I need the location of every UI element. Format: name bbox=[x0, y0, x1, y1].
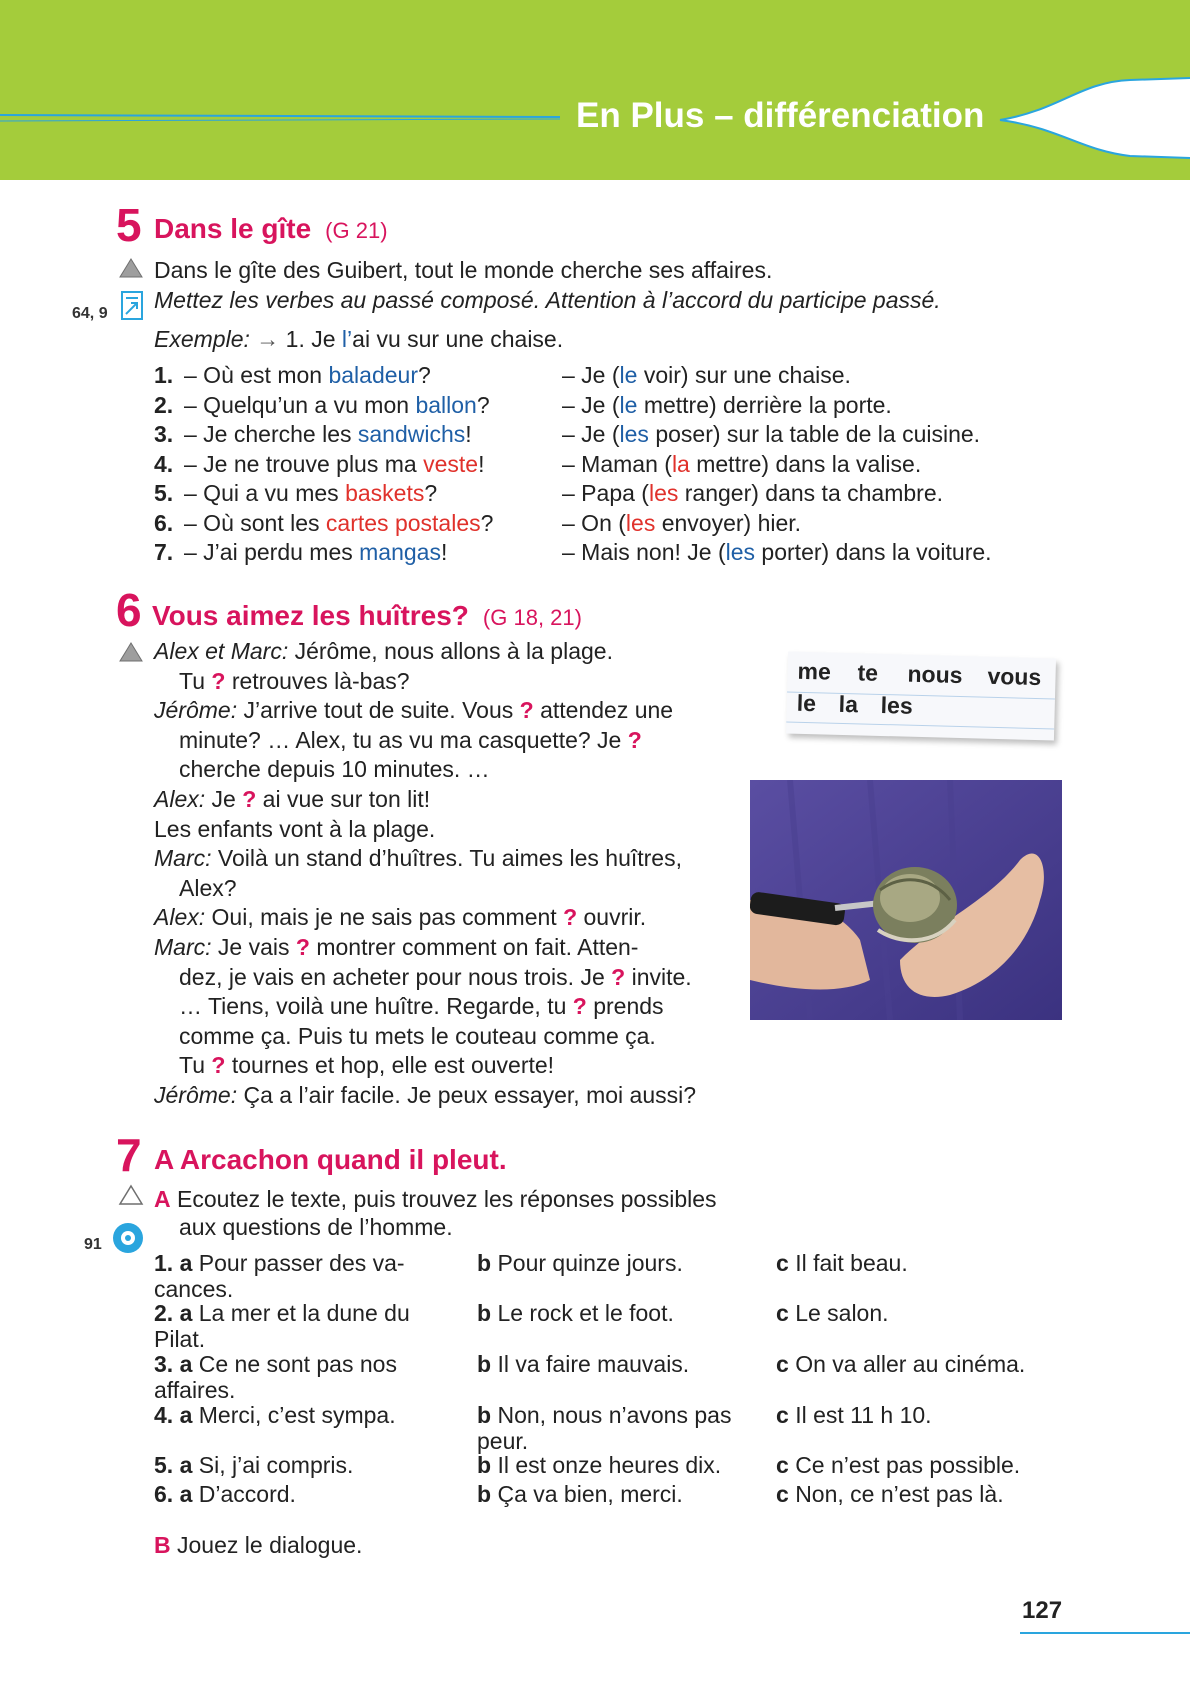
object-highlight: cartes postales bbox=[325, 509, 481, 536]
blank-question-mark: ? bbox=[572, 993, 587, 1020]
speaker-name: Marc: bbox=[154, 845, 212, 872]
dialogue-line bbox=[154, 933, 638, 961]
dialogue-text: Jérôme, nous allons à la plage. bbox=[288, 638, 613, 664]
page-section-title: En Plus – différenciation bbox=[576, 96, 985, 135]
answer-option-a bbox=[154, 1402, 396, 1428]
option-text: Le salon. bbox=[795, 1300, 889, 1326]
option-letter: c bbox=[776, 1402, 789, 1428]
exercise-5-answer bbox=[562, 479, 943, 507]
dialogue-line bbox=[179, 667, 410, 695]
dialogue-line bbox=[179, 1051, 554, 1079]
option-text: Ce ne sont pas nos bbox=[198, 1351, 397, 1377]
option-letter: b bbox=[477, 1402, 492, 1428]
exercise-7-part-a bbox=[154, 1185, 717, 1213]
word-box-item: la bbox=[838, 690, 859, 718]
speaker-name: Alex: bbox=[154, 904, 206, 931]
answer-text-end: envoyer) hier. bbox=[655, 509, 802, 536]
answer-option-b bbox=[477, 1481, 683, 1507]
difficulty-triangle-icon bbox=[118, 257, 144, 279]
word-box-item: vous bbox=[987, 662, 1042, 691]
option-letter: a bbox=[179, 1481, 193, 1507]
option-text-continued: peur. bbox=[477, 1428, 529, 1454]
difficulty-triangle-outline-icon bbox=[118, 1184, 144, 1206]
exercise-5-answer bbox=[562, 450, 921, 478]
exercise-5-answer bbox=[562, 361, 851, 389]
option-text: Il est 11 h 10. bbox=[795, 1402, 932, 1428]
item-number: 1. bbox=[154, 362, 174, 388]
answer-text-end: mettre) derrière la porte. bbox=[637, 391, 892, 418]
question-text: – Où est mon bbox=[184, 362, 329, 388]
option-text: D’accord. bbox=[198, 1481, 296, 1507]
exercise-6-grammar-ref: (G 18, 21) bbox=[482, 605, 582, 630]
dialogue-text-end: ouvrir. bbox=[577, 904, 647, 931]
option-text: Non, nous n’avons pas bbox=[497, 1402, 732, 1428]
exercise-6-title bbox=[152, 600, 582, 632]
answer-option-c bbox=[776, 1300, 889, 1326]
option-letter: a bbox=[179, 1452, 193, 1478]
item-number: 7. bbox=[154, 539, 174, 565]
option-letter: a bbox=[179, 1250, 193, 1276]
exercise-5-title bbox=[154, 213, 388, 245]
example-label: Exemple: bbox=[154, 326, 250, 352]
part-a-instruction-2: aux questions de l’homme. bbox=[179, 1214, 453, 1240]
question-text: – Je cherche les bbox=[184, 421, 358, 447]
item-number: 3. bbox=[154, 421, 174, 447]
dialogue-line bbox=[154, 844, 682, 872]
dialogue-line bbox=[179, 963, 692, 991]
option-letter: a bbox=[179, 1402, 193, 1428]
answer-option-a bbox=[154, 1452, 353, 1478]
answer-text: – Je ( bbox=[562, 421, 620, 447]
option-text: Il est onze heures dix. bbox=[497, 1452, 722, 1478]
dialogue-text: Je vais bbox=[211, 934, 296, 960]
answer-text: – Papa ( bbox=[562, 480, 649, 506]
dialogue-text: cherche depuis 10 minutes. … bbox=[179, 756, 490, 783]
page-number: 127 bbox=[1022, 1597, 1063, 1624]
option-text: Il va faire mauvais. bbox=[497, 1351, 690, 1377]
audio-track-ref: 91 bbox=[84, 1236, 102, 1253]
header-bar bbox=[0, 0, 1190, 180]
dialogue-text: Oui, mais je ne sais pas comment bbox=[205, 904, 564, 931]
speaker-name: Marc: bbox=[154, 934, 212, 960]
question-punct: ! bbox=[440, 539, 448, 565]
option-letter: b bbox=[477, 1351, 492, 1377]
option-text: Le rock et le foot. bbox=[497, 1300, 674, 1326]
word-box-item: te bbox=[857, 659, 879, 686]
answer-text: – Mais non! Je ( bbox=[562, 539, 726, 565]
exercise-5-question bbox=[154, 361, 431, 389]
question-punct: ? bbox=[424, 480, 438, 506]
dialogue-line bbox=[154, 785, 430, 813]
oyster-photo bbox=[750, 780, 1062, 1020]
answer-text: – On ( bbox=[562, 509, 626, 536]
workbook-reference-icon bbox=[119, 290, 145, 322]
pronoun-highlight: la bbox=[671, 450, 690, 477]
dialogue-text: Tu bbox=[179, 667, 212, 694]
answer-option-a bbox=[154, 1351, 397, 1403]
arrow-icon: → bbox=[256, 326, 280, 352]
dialogue-line bbox=[154, 637, 613, 665]
speaker-name: Alex et Marc: bbox=[154, 638, 289, 664]
example-highlight: l’ bbox=[341, 326, 353, 352]
word-box-item: me bbox=[797, 657, 832, 685]
exercise-5-question bbox=[154, 420, 472, 448]
pronoun-highlight: le bbox=[619, 391, 638, 418]
dialogue-text-end: prends bbox=[586, 993, 664, 1020]
exercise-7-title: A Arcachon quand il pleut. bbox=[154, 1144, 507, 1175]
item-number: 6. bbox=[154, 509, 174, 536]
option-text-continued: affaires. bbox=[154, 1377, 236, 1403]
dialogue-line bbox=[179, 874, 237, 902]
dialogue-text: Voilà un stand d’huîtres. Tu aimes les huîtres, bbox=[211, 845, 682, 872]
dialogue-text: comme ça. Puis tu mets le couteau comme ça. bbox=[179, 1022, 656, 1049]
object-highlight: mangas bbox=[359, 539, 441, 565]
answer-option-b bbox=[477, 1250, 683, 1276]
exercise-5-number: 5 bbox=[116, 199, 142, 251]
dialogue-line bbox=[154, 1081, 696, 1109]
exercise-5-example bbox=[154, 325, 563, 353]
dialogue-text: … Tiens, voilà une huître. Regarde, tu bbox=[179, 993, 573, 1020]
object-highlight: baskets bbox=[345, 480, 425, 506]
option-letter: c bbox=[776, 1452, 789, 1478]
exercise-6-title-text: Vous aimez les huîtres? bbox=[152, 600, 469, 631]
answer-text-end: poser) sur la table de la cuisine. bbox=[648, 421, 981, 447]
word-box-card bbox=[786, 652, 1056, 741]
answer-option-c bbox=[776, 1250, 908, 1276]
part-b-letter: B bbox=[154, 1532, 171, 1558]
difficulty-triangle-icon bbox=[118, 641, 144, 663]
exercise-5-question bbox=[154, 509, 493, 537]
option-letter: c bbox=[776, 1351, 789, 1377]
item-number: 5. bbox=[154, 480, 174, 506]
dialogue-text-end: ai vue sur ton lit! bbox=[256, 786, 431, 812]
answer-option-c bbox=[776, 1402, 932, 1428]
option-letter: b bbox=[477, 1250, 492, 1276]
dialogue-line bbox=[179, 992, 664, 1020]
dialogue-line bbox=[154, 903, 646, 931]
question-punct: ! bbox=[465, 421, 472, 447]
dialogue-line bbox=[154, 815, 435, 843]
answer-text: – Je ( bbox=[562, 362, 620, 388]
answer-text-end: porter) dans la voiture. bbox=[755, 539, 992, 565]
question-text: – Où sont les bbox=[184, 509, 326, 536]
header-wave-decoration bbox=[0, 0, 1190, 180]
option-letter: b bbox=[477, 1481, 492, 1507]
word-box-item: le bbox=[796, 689, 817, 717]
answer-option-a bbox=[154, 1481, 296, 1507]
speaker-name: Jérôme: bbox=[154, 1082, 238, 1108]
question-text: – J’ai perdu mes bbox=[184, 539, 360, 565]
option-text: Pour quinze jours. bbox=[497, 1250, 683, 1276]
dialogue-line bbox=[179, 1022, 656, 1050]
example-text-end: ai vu sur une chaise. bbox=[352, 326, 564, 352]
pronoun-highlight: les bbox=[725, 539, 756, 565]
word-box-item: les bbox=[880, 691, 914, 719]
answer-option-b bbox=[477, 1402, 731, 1454]
exercise-7-number: 7 bbox=[116, 1129, 142, 1181]
dialogue-text: Tu bbox=[179, 1052, 212, 1079]
dialogue-line bbox=[179, 726, 642, 754]
object-highlight: ballon bbox=[415, 391, 477, 418]
answer-option-b bbox=[477, 1300, 674, 1326]
item-number: 4. bbox=[154, 1402, 174, 1428]
dialogue-text-end: montrer comment on fait. Atten- bbox=[309, 934, 639, 960]
object-highlight: sandwichs bbox=[357, 421, 466, 447]
question-punct: ? bbox=[476, 391, 490, 418]
speaker-name: Alex: bbox=[154, 786, 206, 812]
item-number: 2. bbox=[154, 1300, 174, 1326]
question-punct: ! bbox=[478, 450, 485, 477]
dialogue-text: J’arrive tout de suite. Vous bbox=[237, 697, 520, 724]
blank-question-mark: ? bbox=[211, 1052, 226, 1079]
dialogue-text: Alex? bbox=[179, 874, 237, 901]
option-text: Ce n’est pas possible. bbox=[795, 1452, 1021, 1478]
item-number: 6. bbox=[154, 1481, 174, 1507]
option-letter: c bbox=[776, 1481, 789, 1507]
question-text: – Je ne trouve plus ma bbox=[184, 450, 424, 477]
exercise-5-question bbox=[154, 479, 437, 507]
item-number: 2. bbox=[154, 391, 174, 418]
option-text: Si, j’ai compris. bbox=[198, 1452, 354, 1478]
pronoun-highlight: les bbox=[648, 480, 679, 506]
object-highlight: veste bbox=[423, 450, 479, 477]
exercise-5-answer bbox=[562, 420, 980, 448]
option-text: On va aller au cinéma. bbox=[795, 1351, 1026, 1377]
speaker-name: Jérôme: bbox=[154, 697, 238, 724]
question-text: – Qui a vu mes bbox=[184, 480, 346, 506]
dialogue-text-end: attendez une bbox=[533, 697, 674, 724]
exercise-5-instruction: Mettez les verbes au passé composé. Attention à l’accord du participe passé. bbox=[154, 287, 941, 313]
exercise-5-intro: Dans le gîte des Guibert, tout le monde cherche ses affaires. bbox=[154, 257, 773, 283]
question-text: – Quelqu’un a vu mon bbox=[184, 391, 416, 418]
dialogue-text: Les enfants vont à la plage. bbox=[154, 815, 436, 842]
blank-question-mark: ? bbox=[519, 697, 534, 724]
option-letter: b bbox=[477, 1452, 492, 1478]
blank-question-mark: ? bbox=[563, 904, 578, 931]
blank-question-mark: ? bbox=[211, 667, 226, 694]
answer-option-c bbox=[776, 1351, 1025, 1377]
exercise-5-question bbox=[154, 538, 447, 566]
pronoun-highlight: le bbox=[619, 362, 638, 388]
item-number: 5. bbox=[154, 1452, 174, 1478]
audio-cd-icon bbox=[111, 1221, 145, 1255]
example-text-start: 1. Je bbox=[285, 326, 342, 352]
pronoun-highlight: les bbox=[619, 421, 649, 447]
answer-text: – Maman ( bbox=[562, 450, 672, 477]
option-letter: c bbox=[776, 1300, 789, 1326]
option-text: Il fait beau. bbox=[795, 1250, 908, 1276]
blank-question-mark: ? bbox=[295, 934, 310, 960]
exercise-5-grammar-ref: (G 21) bbox=[325, 218, 388, 243]
option-letter: b bbox=[477, 1300, 492, 1326]
answer-option-a bbox=[154, 1250, 405, 1302]
option-text: Pour passer des va- bbox=[198, 1250, 405, 1276]
dialogue-text-end: invite. bbox=[625, 963, 692, 990]
answer-text-end: ranger) dans ta chambre. bbox=[678, 480, 943, 506]
dialogue-text: Ça a l’air facile. Je peux essayer, moi aussi? bbox=[237, 1082, 697, 1108]
word-box-item: nous bbox=[907, 660, 963, 689]
item-number: 1. bbox=[154, 1250, 174, 1276]
option-text: Ça va bien, merci. bbox=[497, 1481, 683, 1507]
exercise-5-question bbox=[154, 450, 484, 478]
pronoun-highlight: les bbox=[625, 509, 656, 536]
part-a-letter: A bbox=[154, 1186, 171, 1212]
exercise-5-answer bbox=[562, 391, 892, 419]
option-text: Non, ce n’est pas là. bbox=[795, 1481, 1004, 1507]
option-text: Merci, c’est sympa. bbox=[198, 1402, 396, 1428]
part-a-instruction-1: Ecoutez le texte, puis trouvez les réponses possibles bbox=[177, 1186, 717, 1212]
item-number: 4. bbox=[154, 450, 174, 477]
question-punct: ? bbox=[480, 509, 494, 536]
option-letter: a bbox=[179, 1300, 193, 1326]
blank-question-mark: ? bbox=[611, 963, 626, 990]
oyster-photo-illustration bbox=[750, 780, 1062, 1020]
answer-text: – Je ( bbox=[562, 391, 620, 418]
exercise-5-side-ref: 64, 9 bbox=[72, 305, 108, 322]
option-letter: c bbox=[776, 1250, 789, 1276]
exercise-5-answer bbox=[562, 509, 801, 537]
option-text: La mer et la dune du bbox=[198, 1300, 410, 1326]
dialogue-text-end: retrouves là-bas? bbox=[225, 667, 410, 694]
option-text-continued: Pilat. bbox=[154, 1326, 206, 1352]
answer-option-b bbox=[477, 1351, 689, 1377]
blank-question-mark: ? bbox=[627, 726, 642, 753]
part-b-instruction: Jouez le dialogue. bbox=[177, 1532, 363, 1558]
answer-option-c bbox=[776, 1452, 1020, 1478]
dialogue-line bbox=[179, 755, 490, 783]
object-highlight: baladeur bbox=[328, 362, 418, 388]
dialogue-text-end: tournes et hop, elle est ouverte! bbox=[225, 1052, 555, 1079]
blank-question-mark: ? bbox=[242, 786, 257, 812]
dialogue-text: minute? … Alex, tu as vu ma casquette? Je bbox=[179, 726, 628, 753]
answer-option-c bbox=[776, 1481, 1004, 1507]
option-text-continued: cances. bbox=[154, 1276, 234, 1302]
page-number-rule bbox=[1020, 1632, 1190, 1634]
question-punct: ? bbox=[418, 362, 431, 388]
exercise-5-title-text: Dans le gîte bbox=[154, 213, 312, 244]
exercise-5-question bbox=[154, 391, 490, 419]
exercise-7-part-b bbox=[154, 1531, 362, 1559]
answer-text-end: mettre) dans la valise. bbox=[689, 450, 922, 477]
dialogue-text: Je bbox=[205, 786, 243, 812]
answer-option-a bbox=[154, 1300, 410, 1352]
exercise-6-number: 6 bbox=[116, 584, 142, 636]
option-letter: a bbox=[179, 1351, 193, 1377]
dialogue-text: dez, je vais en acheter pour nous trois. Je bbox=[179, 963, 612, 990]
exercise-5-answer bbox=[562, 538, 992, 566]
dialogue-line bbox=[154, 696, 673, 724]
item-number: 3. bbox=[154, 1351, 174, 1377]
answer-option-b bbox=[477, 1452, 721, 1478]
answer-text-end: voir) sur une chaise. bbox=[637, 362, 851, 388]
